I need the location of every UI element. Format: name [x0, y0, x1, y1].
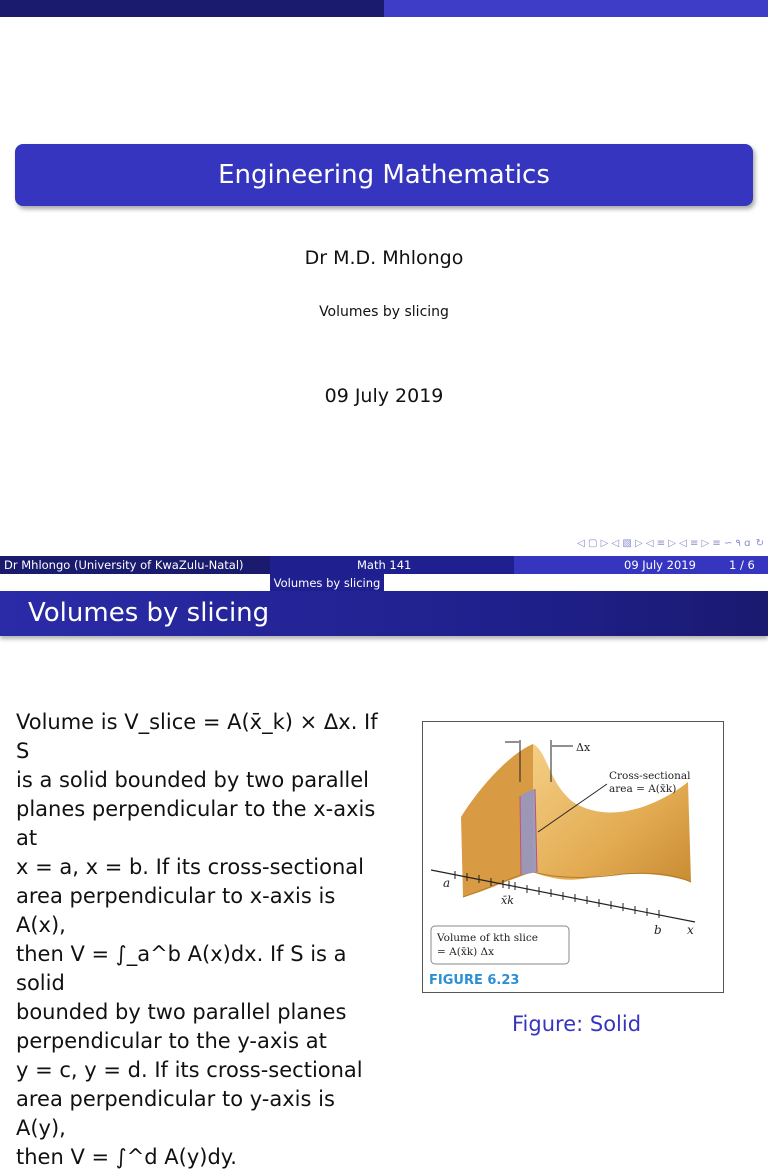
body-line: perpendicular to the y-axis at [16, 1029, 327, 1053]
xk-label: x̄k [501, 894, 514, 907]
footer-section: Volumes by slicing [273, 576, 381, 590]
body-line: planes perpendicular to the x-axis at [16, 797, 376, 850]
body-line: bounded by two parallel planes [16, 1000, 347, 1024]
frame-title-bar [0, 591, 768, 636]
body-line: area perpendicular to x-axis is A(x), [16, 884, 336, 937]
slide-body-text [16, 708, 386, 1172]
cross-section-label-2: area = A(x̄k) [609, 783, 677, 795]
a-label: a [443, 876, 451, 890]
figure-solid-illustration [422, 721, 724, 993]
cross-section-label-1: Cross-sectional [609, 770, 691, 782]
delta-x-label: Δx [576, 741, 591, 754]
footer-date: 09 July 2019 [624, 558, 696, 572]
top-bar-left [0, 0, 384, 17]
top-bar-right [384, 0, 768, 17]
footer-author-institution: Dr Mhlongo (University of KwaZulu-Natal) [4, 558, 244, 572]
talk-date: 09 July 2019 [324, 385, 444, 407]
presentation-title [15, 144, 753, 206]
x-axis-label: x [687, 923, 694, 937]
presentation-title-text: Engineering Mathematics [218, 160, 550, 190]
figure-caption: Figure: Solid [512, 1012, 642, 1036]
body-line: Volume is V_slice = A(x̄_k) × Δx. If S [16, 710, 378, 763]
beamer-navigation-icons[interactable]: ◁ ▢ ▷ ◁ ▧ ▷ ◁ ≡ ▷ ◁ ≡ ▷ ≡ ∽ ۹ ɑ ↻ [577, 538, 765, 549]
kth-slice [520, 789, 537, 875]
body-line: y = c, y = d. If its cross-sectional [16, 1058, 363, 1082]
talk-subtitle: Volumes by slicing [319, 304, 449, 320]
body-line: area perpendicular to y-axis is A(y), [16, 1087, 335, 1140]
body-line: x = a, x = b. If its cross-sectional [16, 855, 364, 879]
body-line: then V = ∫_a^b A(x)dx. If S is a solid [16, 942, 347, 995]
footer-page-number: 1 / 6 [729, 558, 755, 572]
figure-number: FIGURE 6.23 [429, 973, 520, 988]
body-line: is a solid bounded by two parallel [16, 768, 370, 792]
volume-label-2: = A(x̄k) Δx [437, 946, 495, 958]
author-name: Dr M.D. Mhlongo [304, 247, 464, 269]
body-line: then V = ∫^d A(y)dy. [16, 1145, 237, 1169]
footer-course: Math 141 [357, 558, 412, 572]
solid-slice-diagram [423, 722, 723, 992]
frame-title: Volumes by slicing [28, 598, 270, 628]
b-label: b [654, 923, 662, 937]
volume-label-1: Volume of kth slice [437, 932, 538, 944]
solid-surface [533, 744, 691, 882]
